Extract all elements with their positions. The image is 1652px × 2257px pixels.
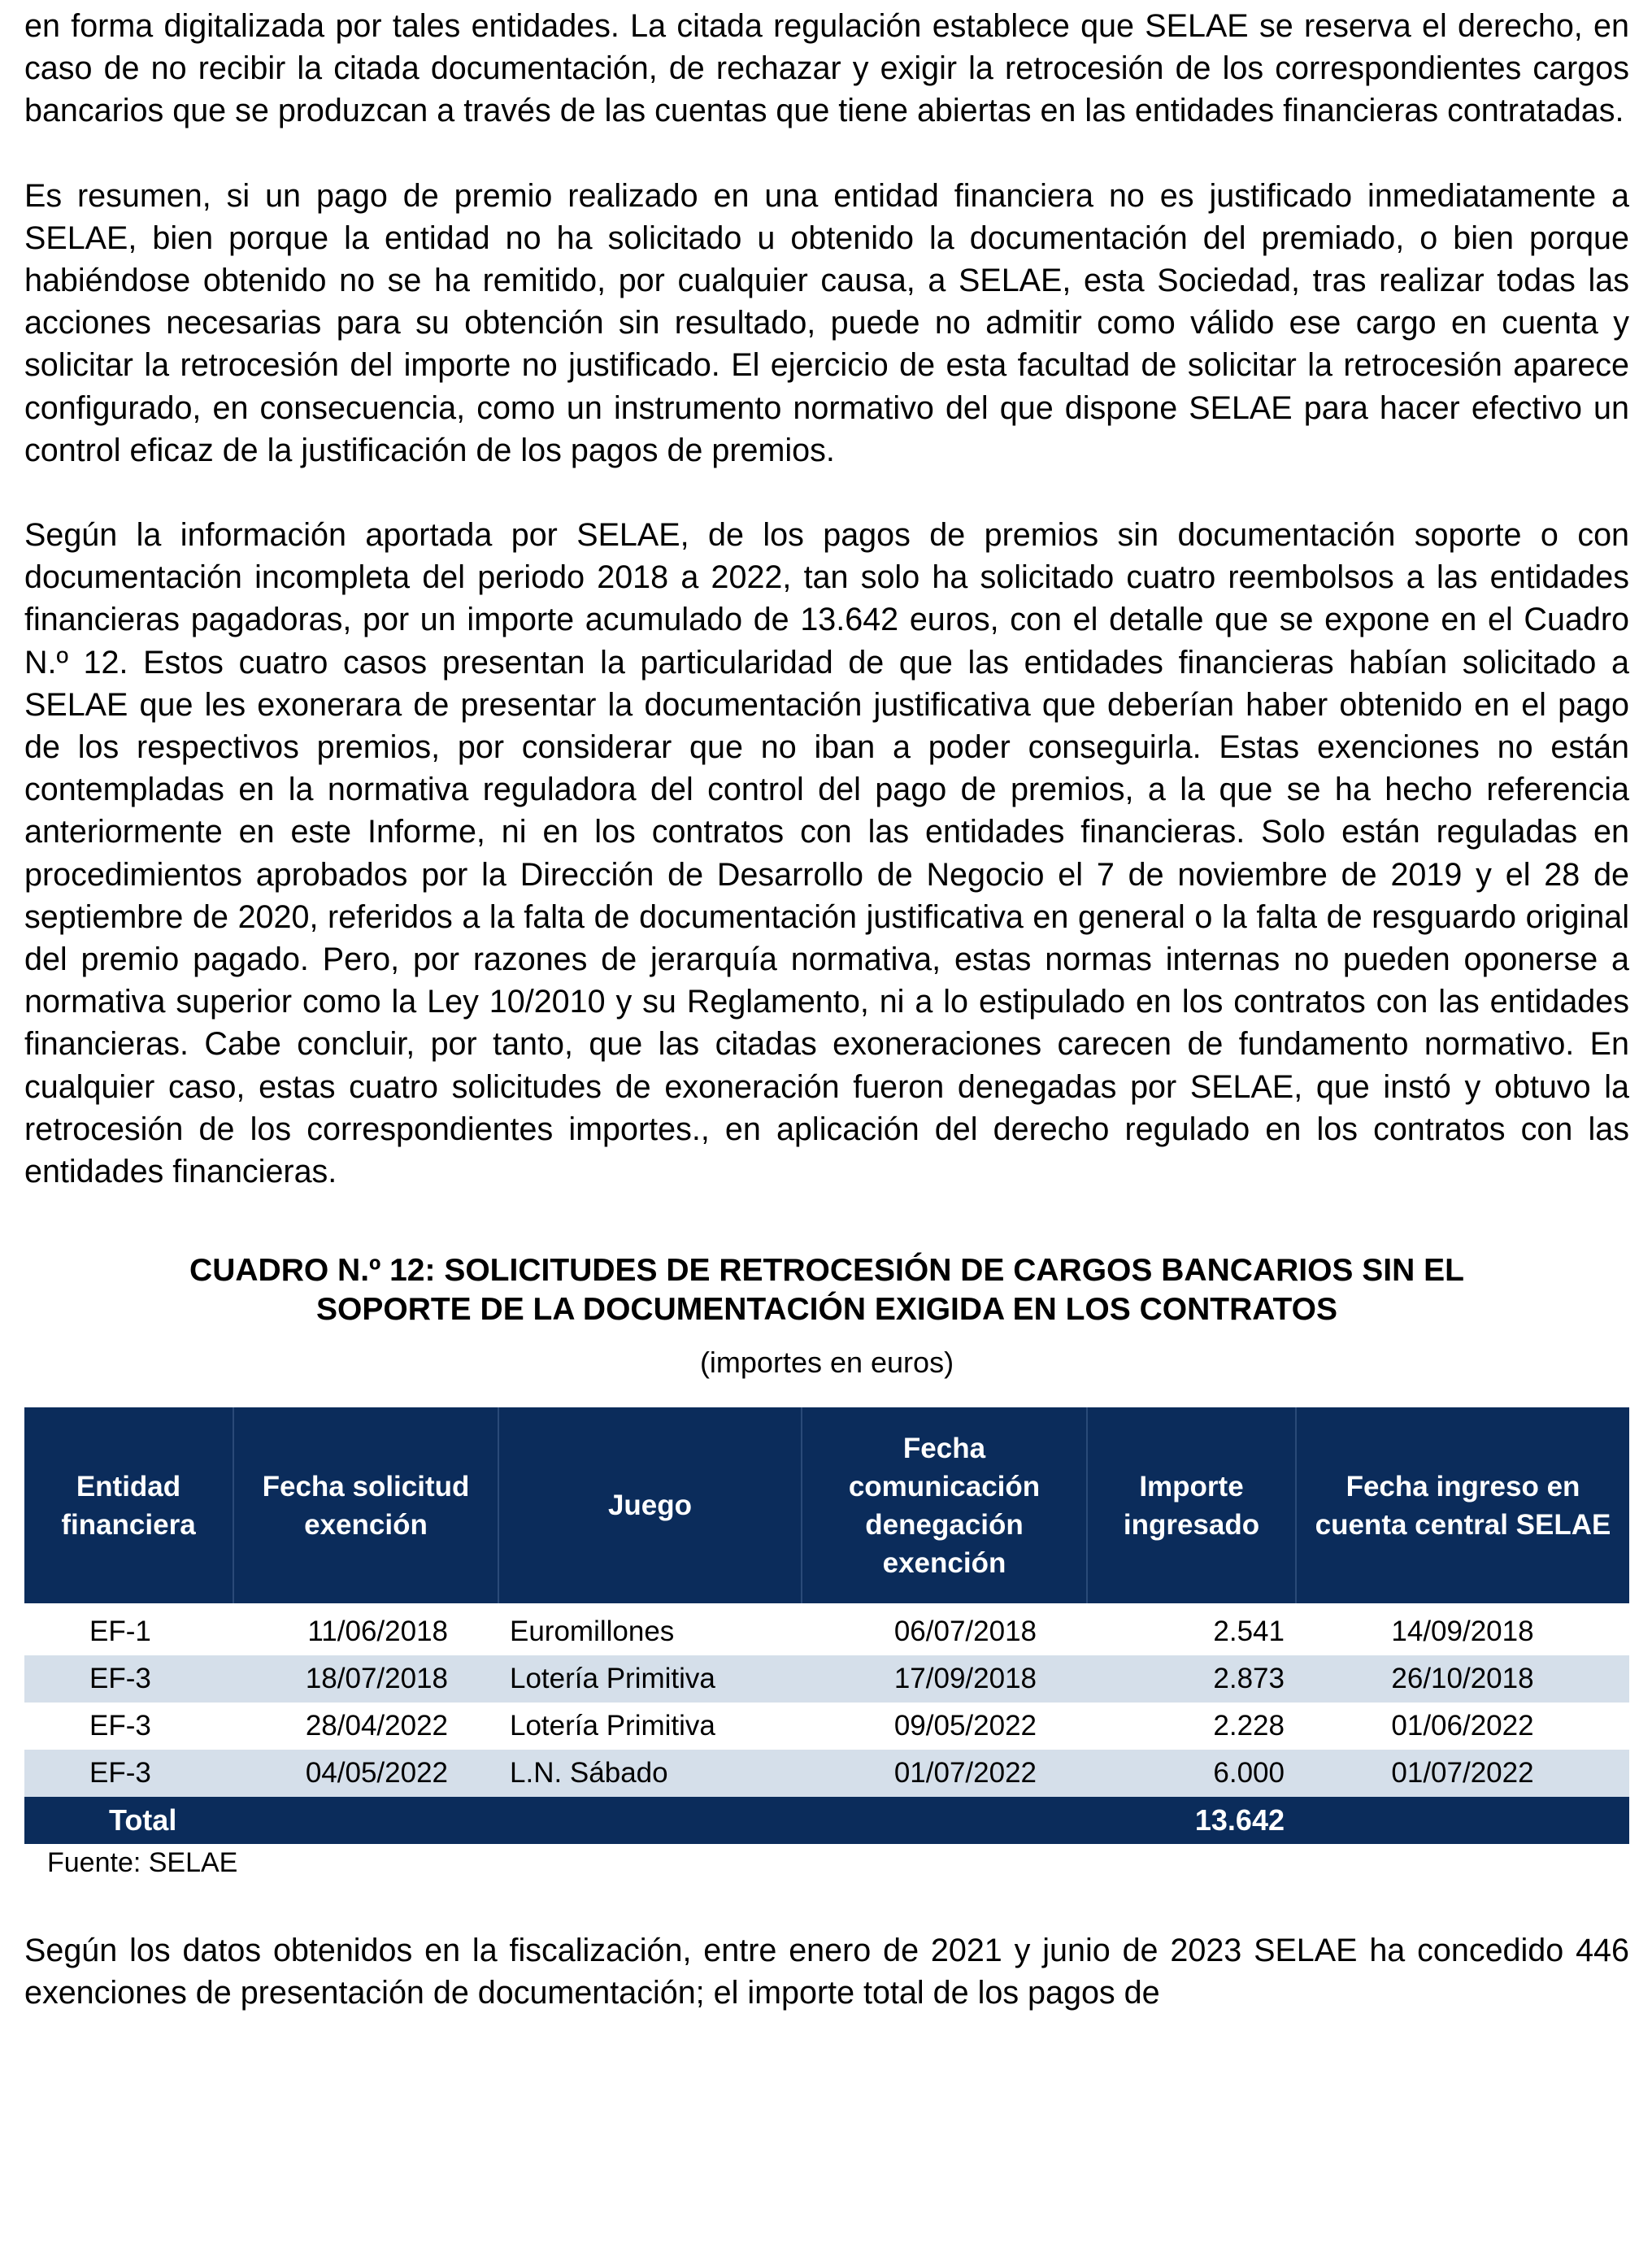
cell-fecha-ingreso: 14/09/2018 (1296, 1606, 1629, 1655)
table-units: (importes en euros) (699, 1346, 954, 1380)
cell-entidad: EF-1 (24, 1606, 233, 1655)
table-row (24, 1703, 1629, 1750)
cell-entidad: EF-3 (24, 1750, 233, 1797)
closing-paragraph: Según los datos obtenidos en la fiscalización, entre enero de 2021 y junio de 2023 SELAE ha concedido 446 exenciones de presentación de documentación; el importe total de los pagos de (24, 1933, 1629, 2011)
cell-juego: Euromillones (498, 1606, 802, 1655)
total-label: Total (24, 1797, 233, 1844)
paragraph-2: Es resumen, si un pago de premio realizado en una entidad financiera no es justificado inmediatamente a SELAE, bien porque la entidad no ha solicitado u obtenido la documentación del premiado, o bien porque habiéndose obtenido no se ha remitido, por cualquier causa, a SELAE, esta Sociedad, tras realizar todas las acciones necesarias para su obtención sin resultado, puede no admitir como válido ese cargo en cuenta y solicitar la retrocesión del importe no justificado. El ejercicio de esta facultad de solicitar la retrocesión aparece configurado, en consecuencia, como un instrumento normativo del que dispone SELAE para hacer efectivo un control eficaz de la justificación de los pagos de premios. (24, 177, 1629, 468)
cell-importe: 2.541 (1087, 1606, 1296, 1655)
data-table (24, 1407, 1629, 1844)
cell-fecha-solicitud: 04/05/2022 (233, 1750, 498, 1797)
cell-fecha-comunicacion: 17/09/2018 (802, 1655, 1087, 1703)
cell-entidad: EF-3 (24, 1655, 233, 1703)
table-header (24, 1407, 1629, 1606)
cell-fecha-solicitud: 11/06/2018 (233, 1606, 498, 1655)
total-empty-cell (1296, 1797, 1629, 1844)
document-page (24, 5, 1629, 2015)
total-empty-cell (233, 1797, 498, 1844)
column-header-importe: Importe ingresado (1087, 1407, 1296, 1606)
table-title-line-2: SOPORTE DE LA DOCUMENTACIÓN EXIGIDA EN LOS CONTRATOS (316, 1292, 1337, 1328)
column-header-fecha-ingreso: Fecha ingreso en cuenta central SELAE (1296, 1407, 1629, 1606)
total-empty-cell (498, 1797, 802, 1844)
cell-juego: Lotería Primitiva (510, 1710, 715, 1742)
total-empty-cell (802, 1797, 1087, 1844)
paragraph-1: en forma digitalizada por tales entidades. La citada regulación establece que SELAE se reserva el derecho, en caso de no recibir la citada documentación, de rechazar y exigir la retrocesión de los correspondientes cargos bancarios que se produzcan a través de las cuentas que tiene abiertas en las entidades financieras contratadas. (24, 8, 1629, 129)
column-header-fecha-solicitud: Fecha solicitud exención (233, 1407, 498, 1606)
table-row (24, 1750, 1629, 1797)
table-total-row (24, 1797, 1629, 1844)
cell-importe: 6.000 (1087, 1750, 1296, 1797)
table-source: Fuente: SELAE (47, 1847, 238, 1879)
table-title (24, 1251, 1629, 1329)
cell-fecha-ingreso: 26/10/2018 (1296, 1655, 1629, 1703)
total-value: 13.642 (1087, 1797, 1296, 1844)
paragraph-3: Según la información aportada por SELAE, de los pagos de premios sin documentación soporte o con documentación incompleta del periodo 2018 a 2022, tan solo ha solicitado cuatro reembolsos a las entidades financieras pagadoras, por un importe acumulado de 13.642 euros, con el detalle que se expone en el Cuadro N.º 12. Estos cuatro casos presentan la particularidad de que las entidades financieras habían solicitado a SELAE que les exonerara de presentar la documentación justificativa que deberían haber obtenido en el pago de los respectivos premios, por considerar que no iban a poder conseguirla. Estas exenciones no están contempladas en la normativa reguladora del control del pago de premios, a la que se ha hecho referencia anteriormente en este Informe, ni en los contratos con las entidades financieras. Solo están reguladas en procedimientos aprobados por la Dirección de Desarrollo de Negocio el 7 de noviembre de 2019 y el 28 de septiembre de 2020, referidos a la falta de documentación justificativa en general o la falta de resguardo original del premio pagado. Pero, por razones de jerarquía normativa, estas normas internas no pueden oponerse a normativa superior como la Ley 10/2010 y su Reglamento, ni a lo estipulado en los contratos con las entidades financieras. Cabe concluir, por tanto, que las citadas exoneraciones carecen de fundamento normativo. En cualquier caso, estas cuatro solicitudes de exoneración fueron denegadas por SELAE, que instó y obtuvo la retrocesión de los correspondientes importes., en aplicación del derecho regulado en los contratos con las entidades financieras. (24, 517, 1629, 1190)
cell-fecha-comunicacion: 06/07/2018 (802, 1606, 1087, 1655)
cell-fecha-solicitud: 28/04/2022 (305, 1710, 448, 1742)
table-row (24, 1606, 1629, 1655)
cell-importe: 2.873 (1087, 1655, 1296, 1703)
cell-fecha-comunicacion: 09/05/2022 (893, 1710, 1037, 1742)
table-title-line-1: CUADRO N.º 12: SOLICITUDES DE RETROCESIÓN DE CARGOS BANCARIOS SIN EL (189, 1253, 1464, 1289)
cell-fecha-ingreso: 01/07/2022 (1296, 1750, 1629, 1797)
cell-fecha-solicitud: 18/07/2018 (233, 1655, 498, 1703)
cell-juego: L.N. Sábado (498, 1750, 802, 1797)
cell-entidad: EF-3 (89, 1710, 151, 1742)
cell-fecha-comunicacion: 01/07/2022 (802, 1750, 1087, 1797)
cell-juego: Lotería Primitiva (498, 1655, 802, 1703)
cell-importe: 2.228 (1213, 1710, 1285, 1742)
column-header-juego: Juego (498, 1407, 802, 1606)
cell-fecha-ingreso: 01/06/2022 (1391, 1710, 1534, 1742)
column-header-entidad: Entidad financiera (24, 1407, 233, 1606)
table-row (24, 1655, 1629, 1703)
column-header-fecha-comunicacion: Fecha comunicación denegación exención (802, 1407, 1087, 1606)
